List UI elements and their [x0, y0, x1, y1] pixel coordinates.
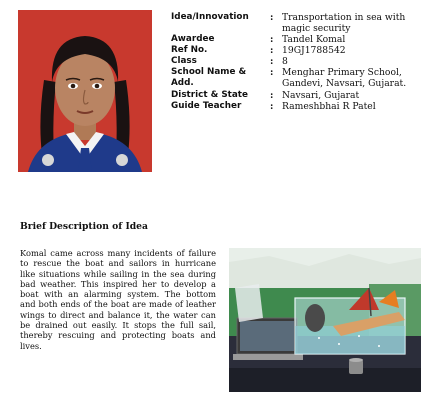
- detail-value: 8: [282, 56, 288, 67]
- detail-row-awardee: [171, 34, 433, 45]
- detail-value: Menghar Primary School, Gandevi, Navsari, Gujarat.: [282, 67, 407, 89]
- detail-label: Ref No.: [171, 45, 208, 55]
- detail-separator: :: [270, 34, 274, 45]
- awardee-details: [171, 12, 433, 112]
- detail-value: Rameshbhai R Patel: [282, 101, 376, 112]
- detail-separator: :: [270, 45, 274, 56]
- detail-separator: :: [270, 67, 274, 78]
- detail-label: School Name & Add.: [171, 67, 247, 88]
- detail-row-school: [171, 67, 433, 89]
- detail-value: Transportation in sea with magic security: [282, 12, 406, 34]
- detail-label: District & State: [171, 90, 248, 100]
- detail-row-class: [171, 56, 433, 67]
- idea-description: Komal came across many incidents of failure to rescue the boat and sailors in hurricane like situations while sailing in the sea during bad weather. This inspired her to develop a boat with an alarming system. The bottom and both ends of the boat are made of leather wings to direct and balance it, the water can be drained out easily. It stops the full sail, thereby rescuing and protecting boats and lives.: [20, 248, 216, 351]
- detail-value: 19GJ1788542: [282, 45, 346, 56]
- detail-separator: :: [270, 90, 274, 101]
- detail-separator: :: [270, 56, 274, 67]
- detail-row-idea: [171, 12, 433, 34]
- detail-row-guide-teacher: [171, 101, 433, 112]
- detail-label: Class: [171, 56, 197, 66]
- detail-value: Navsari, Gujarat: [282, 90, 360, 101]
- detail-label: Awardee: [171, 34, 215, 44]
- detail-row-district: [171, 90, 433, 101]
- detail-separator: :: [270, 101, 274, 112]
- detail-label: Guide Teacher: [171, 101, 242, 111]
- detail-label: Idea/Innovation: [171, 12, 249, 22]
- boat-model-photo: [229, 248, 421, 392]
- detail-separator: :: [270, 12, 274, 23]
- detail-row-ref-no: [171, 45, 433, 56]
- awardee-portrait: [18, 10, 152, 172]
- idea-heading: Brief Description of Idea: [20, 221, 148, 232]
- detail-value: Tandel Komal: [282, 34, 346, 45]
